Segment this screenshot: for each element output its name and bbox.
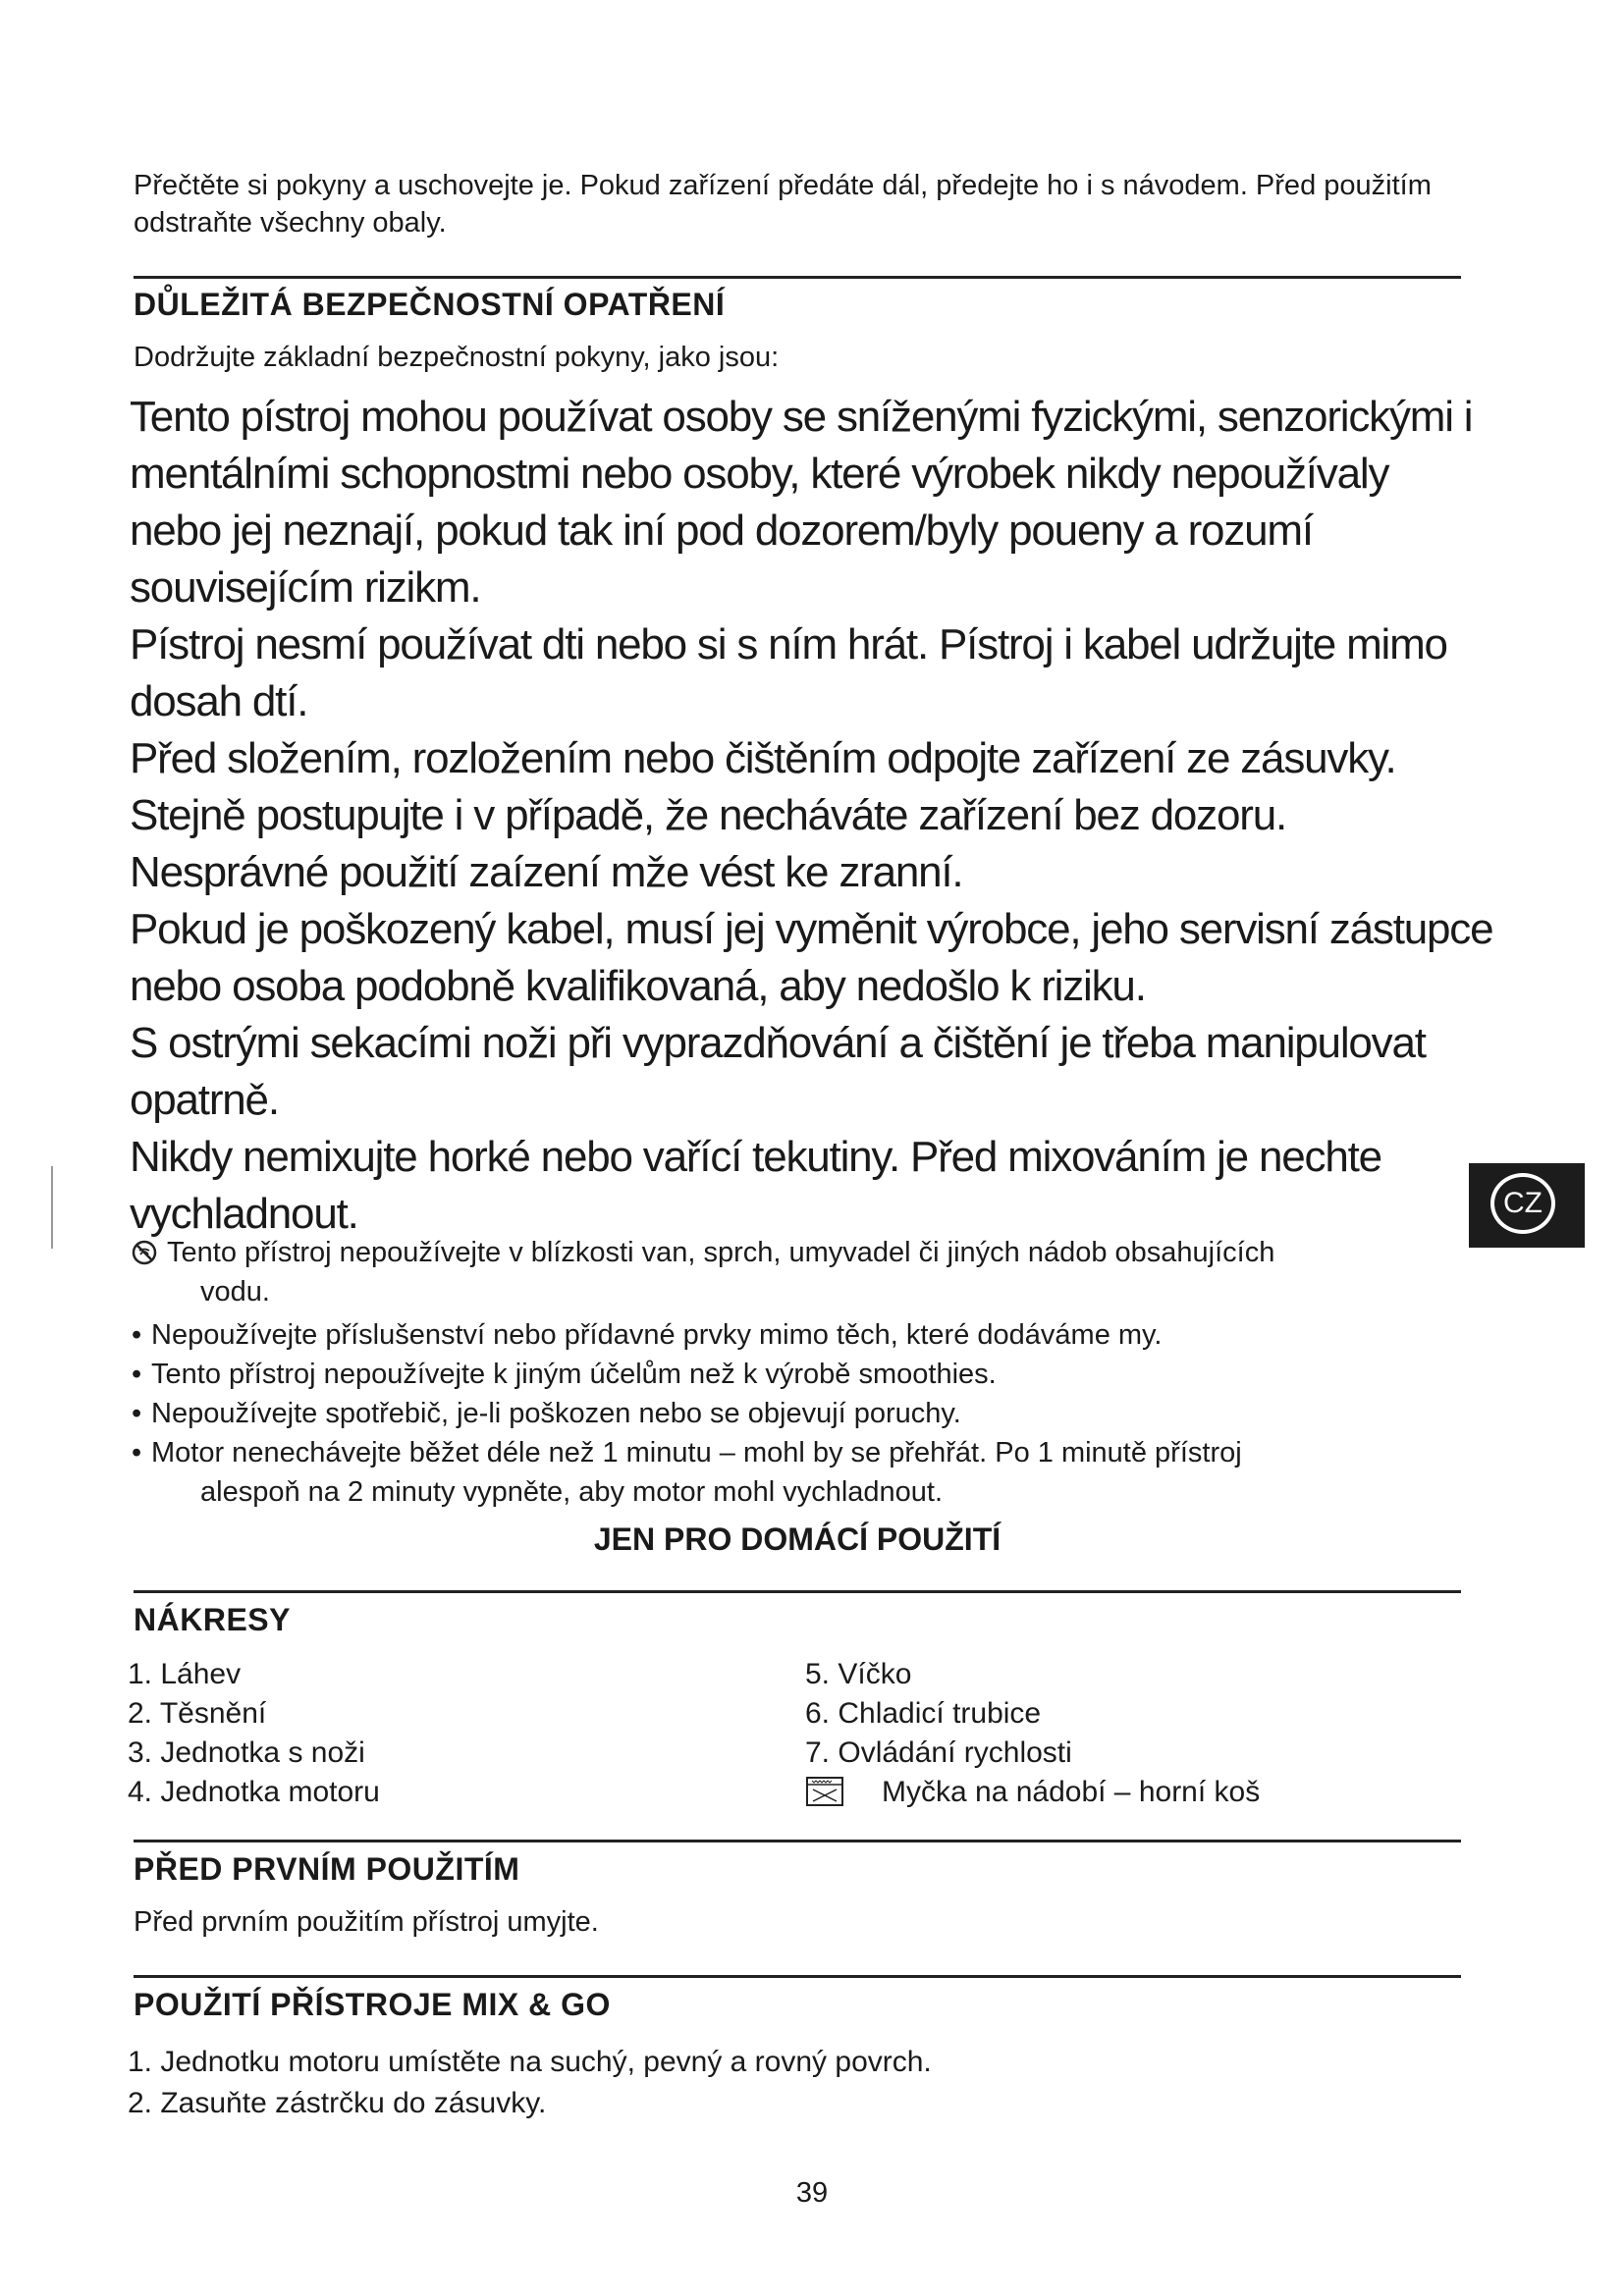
list-item: 2. Zasuňte zástrčku do zásuvky. <box>128 2087 547 2119</box>
list-item-text: Nepoužívejte příslušenství nebo přídavné prvky mimo těch, které dodáváme my. <box>151 1319 1163 1351</box>
instruction-line: dosah dtí. <box>130 677 308 725</box>
bullet-mark: • <box>132 1437 142 1468</box>
section-rule <box>134 1590 1461 1593</box>
instruction-line: Nikdy nemixujte horké nebo vařící tekutiny. Před mixováním je nechte <box>130 1133 1381 1181</box>
instruction-line: nebo jej neznají, pokud tak iní pod dozorem/byly poueny a rozumí <box>130 507 1313 555</box>
bullet-mark: • <box>132 1319 142 1351</box>
section-rule <box>134 1975 1461 1978</box>
instruction-line: Stejně postupujte i v případě, že necháváte zařízení bez dozoru. <box>130 791 1286 839</box>
list-item-text-cont: alespoň na 2 minuty vypněte, aby motor mohl vychladnout. <box>200 1476 944 1508</box>
list-item-text: Tento přístroj nepoužívejte k jiným účelům než k výrobě smoothies. <box>151 1359 997 1390</box>
section-rule <box>134 1840 1461 1842</box>
water-warning <box>132 1233 1428 1311</box>
safety-heading: DŮLEŽITÁ BEZPEČNOSTNÍ OPATŘENÍ <box>134 287 726 322</box>
warning-text-cont: vodu. <box>200 1276 270 1308</box>
instruction-line: mentálními schopnostmi nebo osoby, které výrobek nikdy nepoužívaly <box>130 450 1389 498</box>
list-item <box>132 1394 1467 1433</box>
bullet-mark: • <box>132 1359 142 1390</box>
intro-text: Přečtěte si pokyny a uschovejte je. Pokud zařízení předáte dál, předejte ho i s návodem. Před použitím odstraňte všechny obaly. <box>134 170 1432 239</box>
no-water-icon <box>132 1240 157 1265</box>
instruction-line: Tento pístroj mohou používat osoby se sníženými fyzickými, senzorickými i <box>130 393 1473 441</box>
dishwasher-text: Myčka na nádobí – horní koš <box>882 1776 1261 1808</box>
dishwasher-icon <box>805 1776 844 1807</box>
drawings-heading: NÁKRESY <box>134 1602 291 1637</box>
instruction-line: souvisejícím rizikm. <box>130 563 481 612</box>
parts-list-left <box>128 1655 380 1812</box>
home-use-title: JEN PRO DOMÁCÍ POUŽITÍ <box>593 1522 1001 1557</box>
list-item <box>132 1355 1467 1394</box>
list-item: 2. Těsnění <box>128 1697 267 1730</box>
list-item <box>132 1433 1467 1512</box>
instruction-line: Pístroj nesmí používat dti nebo si s ním hrát. Pístroj i kabel udržujte mimo <box>130 620 1447 668</box>
before-first-use-heading: PŘED PRVNÍM POUŽITÍM <box>134 1851 520 1887</box>
safety-instructions <box>130 389 1504 1243</box>
safety-subtext: Dodržujte základní bezpečnostní pokyny, jako jsou: <box>134 342 780 373</box>
language-badge-label: CZ <box>1490 1173 1555 1234</box>
parts-list-right <box>805 1655 1260 1812</box>
instruction-line: opatrně. <box>130 1076 279 1124</box>
instruction-line: Pokud je poškozený kabel, musí jej vyměnit výrobce, jeho servisní zástupce <box>130 905 1493 953</box>
list-item: 4. Jednotka motoru <box>128 1776 380 1808</box>
list-item <box>805 1773 1260 1812</box>
list-item: 1. Jednotku motoru umístěte na suchý, pevný a rovný povrch. <box>128 2046 932 2078</box>
language-badge <box>1469 1163 1585 1248</box>
instruction-line: nebo osoba podobně kvalifikovaná, aby nedošlo k riziku. <box>130 962 1146 1010</box>
list-item: 7. Ovládání rychlosti <box>805 1736 1072 1769</box>
list-item-text: Nepoužívejte spotřebič, je-li poškozen nebo se objevují poruchy. <box>151 1398 961 1429</box>
usage-steps <box>128 2042 932 2124</box>
warning-text: Tento přístroj nepoužívejte v blízkosti van, sprch, umyvadel či jiných nádob obsahujících <box>167 1237 1275 1268</box>
list-item <box>132 1315 1467 1355</box>
list-item-text: Motor nenechávejte běžet déle než 1 minutu – mohl by se přehřát. Po 1 minutě přístroj <box>151 1437 1242 1468</box>
instruction-line: Před složením, rozložením nebo čištěním odpojte zařízení ze zásuvky. <box>130 734 1396 782</box>
usage-heading: POUŽITÍ PŘÍSTROJE MIX & GO <box>134 1987 611 2022</box>
list-item: 5. Víčko <box>805 1658 912 1690</box>
before-first-use-text: Před prvním použitím přístroj umyjte. <box>134 1906 599 1938</box>
list-item: 3. Jednotka s noži <box>128 1736 365 1769</box>
bullet-mark: • <box>132 1398 142 1429</box>
instruction-line: S ostrými sekacími noži při vyprazdňování a čištění je třeba manipulovat <box>130 1019 1426 1067</box>
instruction-line: Nesprávné použití zaízení mže vést ke zranní. <box>130 848 963 896</box>
list-item: 6. Chladicí trubice <box>805 1697 1042 1730</box>
instruction-line: vychladnout. <box>130 1190 358 1238</box>
page-number: 39 <box>795 2177 829 2209</box>
list-item: 1. Láhev <box>128 1658 242 1690</box>
margin-mark <box>51 1166 53 1249</box>
bullet-list <box>132 1315 1467 1512</box>
section-rule <box>134 276 1461 279</box>
